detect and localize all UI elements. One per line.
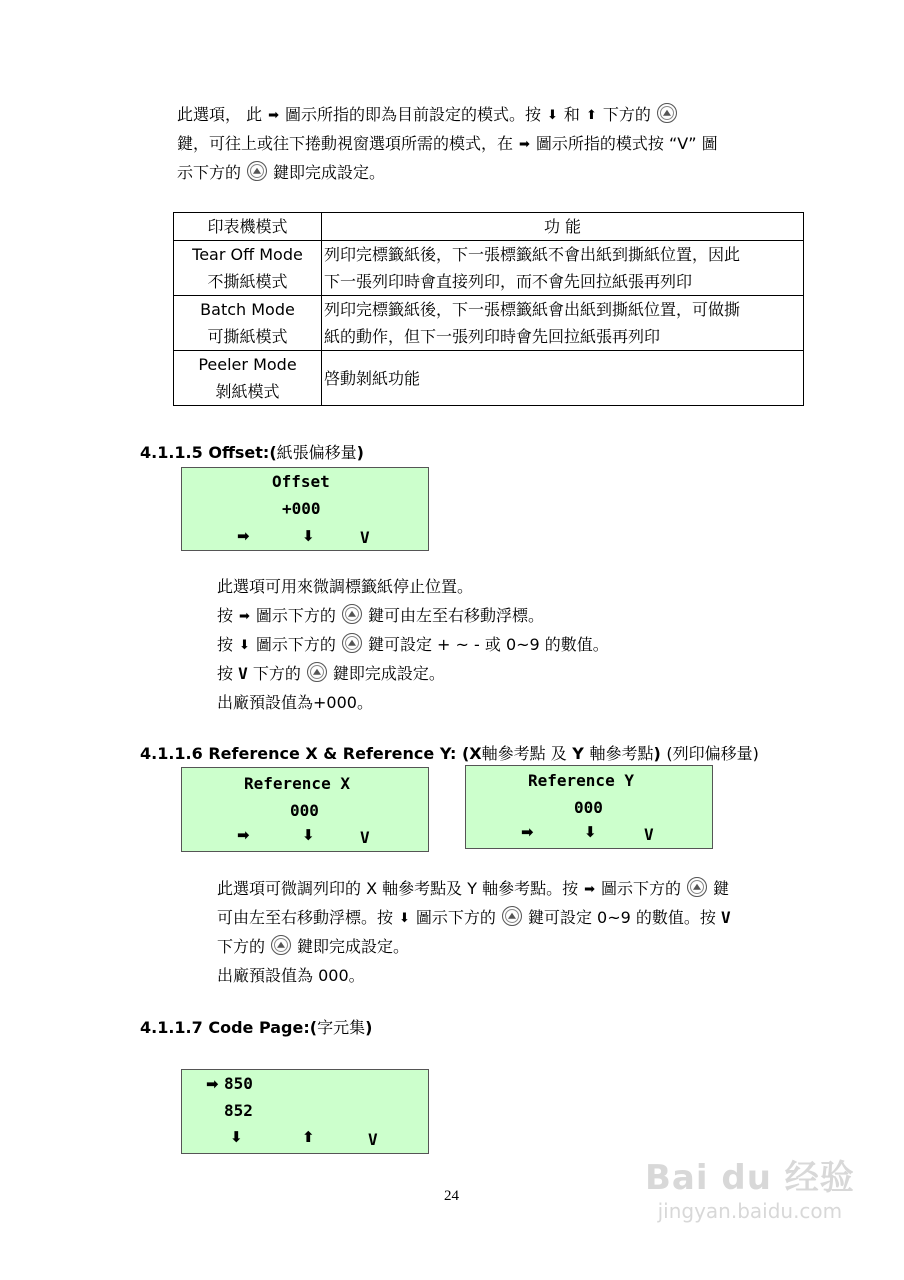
arrow-up-icon: ⬆ (302, 1128, 315, 1146)
mode-en: Tear Off Mode (192, 245, 303, 264)
desc-text: 可由左至右移動浮標。按 (217, 908, 394, 927)
heading-text: ) (653, 744, 667, 763)
description-line: 紙的動作，但下一張列印時會先回拉紙張再列印 (324, 327, 661, 346)
desc-text: 出廠預設值為 000。 (217, 966, 365, 985)
desc-text: 鍵即完成設定。 (332, 664, 445, 683)
mode-cell (174, 296, 322, 351)
lcd-v: V (368, 1130, 378, 1149)
mode-cell (174, 351, 322, 406)
arrow-right-icon: ➡ (206, 1075, 219, 1093)
header-mode: 印表機模式 (174, 213, 322, 241)
v-key-label: V (238, 664, 248, 683)
arrow-right-icon: ➡ (239, 609, 250, 624)
page-number: 24 (444, 1188, 459, 1204)
heading-cjk: (列印偏移量) (666, 744, 759, 763)
desc-text: 鍵即完成設定。 (297, 937, 410, 956)
lcd-code-page (181, 1069, 429, 1154)
heading-text: ) (356, 443, 364, 462)
offset-description (217, 572, 609, 717)
desc-text: 下方的 (217, 937, 266, 956)
desc-text: 下方的 (252, 664, 301, 683)
watermark-brand: Bai du 经验 (645, 1158, 855, 1198)
round-button-icon (307, 662, 327, 682)
lcd-reference-y (465, 765, 713, 849)
section-heading-reference (140, 741, 759, 764)
mode-cell (174, 241, 322, 296)
lcd-value: 000 (290, 801, 319, 820)
intro-text: 下方的 (602, 105, 651, 124)
desc-text: 此選項可用來微調標籤紙停止位置。 (217, 577, 474, 596)
intro-text: 示下方的 (177, 163, 242, 182)
heading-text: ) (365, 1018, 373, 1037)
round-button-icon (687, 877, 707, 897)
arrow-down-icon: ⬇ (547, 108, 558, 123)
arrow-down-icon: ⬇ (230, 1128, 243, 1146)
desc-text: 按 (217, 606, 234, 625)
heading-cjk: 軸參考點 及 (481, 744, 567, 763)
intro-text: 圖示所指的模式按 “V” 圖 (535, 134, 718, 153)
arrow-down-icon: ⬇ (302, 527, 315, 545)
arrow-right-icon: ➡ (584, 882, 595, 897)
mode-zh: 不撕紙模式 (207, 272, 288, 291)
lcd-value: +000 (282, 499, 321, 518)
round-button-icon (271, 935, 291, 955)
desc-text: 鍵可由左至右移動浮標。 (367, 606, 544, 625)
round-button-icon (342, 604, 362, 624)
lcd-offset (181, 467, 429, 551)
heading-text: 4.1.1.7 Code Page:( (140, 1018, 318, 1037)
intro-text: 鍵即完成設定。 (273, 163, 386, 182)
heading-cjk: 軸參考點 (589, 744, 654, 763)
intro-text: 此選項， 此 (177, 105, 263, 124)
arrow-right-icon: ➡ (521, 823, 534, 841)
desc-text: 圖示下方的 (255, 635, 336, 654)
desc-text: 鍵可設定 0~9 的數值。按 (527, 908, 716, 927)
table-row (174, 296, 804, 351)
heading-text: 4.1.1.6 Reference X & Reference Y: (X (140, 744, 482, 763)
table-header-row (174, 213, 804, 241)
lcd-v: V (360, 528, 370, 547)
description-line: 列印完標籤紙後，下一張標籤紙不會出紙到撕紙位置，因此 (324, 245, 741, 264)
mode-en: Batch Mode (200, 300, 295, 319)
desc-text: 鍵可設定 + ~ - 或 0~9 的數值。 (367, 635, 609, 654)
arrow-right-icon: ➡ (268, 108, 279, 123)
heading-text: 4.1.1.5 Offset:( (140, 443, 277, 462)
arrow-right-icon: ➡ (519, 137, 530, 152)
arrow-down-icon: ⬇ (302, 826, 315, 844)
description-line: 下一張列印時會直接列印，而不會先回拉紙張再列印 (324, 272, 693, 291)
desc-text: 此選項可微調列印的 X 軸參考點及 Y 軸參考點。按 (217, 879, 579, 898)
description-line: 列印完標籤紙後，下一張標籤紙會出紙到撕紙位置，可做撕 (324, 300, 741, 319)
section-heading-offset (140, 440, 364, 463)
round-button-icon (247, 161, 267, 181)
desc-text: 圖示下方的 (415, 908, 496, 927)
lcd-title: Reference X (244, 774, 350, 793)
heading-cjk: 紙張偏移量 (276, 443, 357, 462)
description-line: 啓動剝紙功能 (324, 368, 421, 388)
arrow-down-icon: ⬇ (239, 638, 250, 653)
watermark-url: jingyan.baidu.com (657, 1199, 843, 1223)
section-heading-code-page (140, 1015, 372, 1038)
lcd-line: 852 (224, 1101, 253, 1120)
printer-mode-table (173, 212, 804, 406)
table-row (174, 241, 804, 296)
intro-text: 和 (563, 105, 580, 124)
desc-text: 圖示下方的 (601, 879, 682, 898)
arrow-down-icon: ⬇ (399, 911, 410, 926)
reference-description (217, 874, 731, 990)
desc-text: 圖示下方的 (255, 606, 336, 625)
watermark (645, 1150, 855, 1223)
round-button-icon (657, 103, 677, 123)
lcd-value: 000 (574, 798, 603, 817)
round-button-icon (342, 633, 362, 653)
lcd-line: 850 (224, 1074, 253, 1093)
arrow-down-icon: ⬇ (584, 823, 597, 841)
mode-zh: 可撕紙模式 (207, 327, 288, 346)
intro-text: 圖示所指的即為目前設定的模式。按 (285, 105, 542, 124)
round-button-icon (502, 906, 522, 926)
description-cell (322, 296, 804, 351)
intro-paragraph (177, 100, 718, 187)
heading-cjk: 字元集 (317, 1018, 366, 1037)
lcd-v: V (644, 825, 654, 844)
desc-text: 鍵 (713, 879, 730, 898)
arrow-up-icon: ⬆ (585, 108, 597, 123)
arrow-right-icon: ➡ (237, 527, 250, 545)
description-cell (322, 351, 804, 406)
header-function: 功 能 (322, 213, 804, 241)
lcd-title: Reference Y (528, 771, 634, 790)
heading-text: Y (566, 744, 584, 763)
lcd-v: V (360, 828, 370, 847)
table-row (174, 351, 804, 406)
lcd-title: Offset (272, 472, 330, 491)
mode-zh: 剝紙模式 (215, 382, 280, 401)
mode-en: Peeler Mode (198, 355, 297, 374)
desc-text: 按 (217, 635, 234, 654)
arrow-right-icon: ➡ (237, 826, 250, 844)
desc-text: 按 (217, 664, 234, 683)
description-cell (322, 241, 804, 296)
desc-text: 出廠預設值為+000。 (217, 693, 373, 712)
v-key-label: V (720, 908, 731, 927)
intro-text: 鍵，可往上或往下捲動視窗選項所需的模式，在 (177, 134, 514, 153)
lcd-reference-x (181, 767, 429, 852)
